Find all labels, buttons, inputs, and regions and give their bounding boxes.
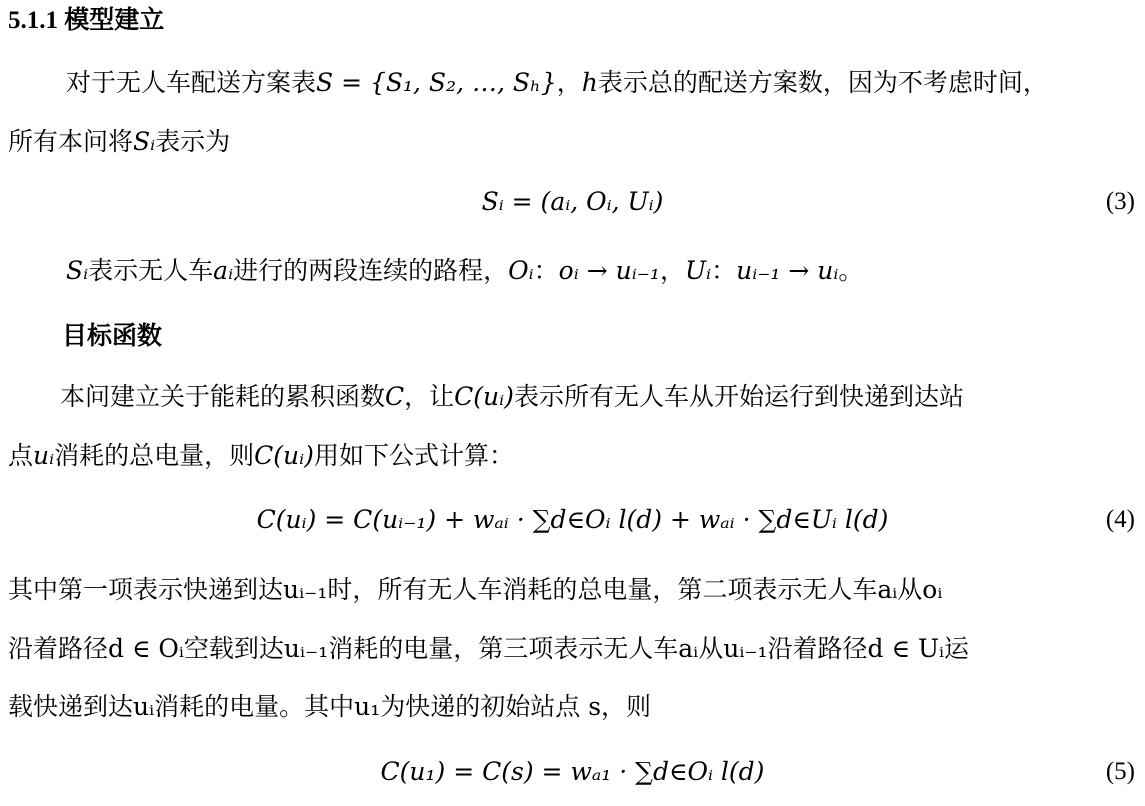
paragraph-4-line-3: 载快递到达uᵢ消耗的电量。其中u₁为快递的初始站点 s，则	[8, 692, 652, 721]
equation-3-number: (3)	[1105, 188, 1135, 215]
paragraph-1-line-2	[8, 125, 230, 159]
paragraph-3-line-2	[8, 439, 514, 473]
equation-3-formula: Sᵢ = (aᵢ, Oᵢ, Uᵢ)	[481, 187, 664, 216]
text-run: 表示总的配送方案数，因为不考虑时间，	[597, 68, 1048, 97]
equation-5-number: (5)	[1105, 758, 1135, 785]
set-expression: S = {S₁, S₂, …, Sₕ}	[316, 68, 557, 97]
text-run: 对于无人车配送方案表	[66, 68, 317, 97]
text-run: 表示所有无人车从开始运行到快递到达站	[513, 382, 964, 411]
text-run: 进行的两段连续的路程，	[233, 256, 509, 285]
math-ui: uᵢ	[33, 441, 55, 470]
text-run: ，	[659, 256, 685, 285]
text-run: 表示无人车	[88, 256, 214, 285]
paragraph-4-line-1: 其中第一项表示快递到达uᵢ₋₁时，所有无人车消耗的总电量，第二项表示无人车aᵢ从oᵢ	[8, 575, 943, 604]
equation-4-formula: C(uᵢ) = C(uᵢ₋₁) + wₐᵢ · ∑d∈Oᵢ l(d) + wₐᵢ · ∑d∈Uᵢ l(d)	[256, 505, 889, 534]
text-run: 消耗的总电量，则	[54, 441, 255, 470]
text-run: ：	[711, 256, 737, 285]
text-run: 。	[838, 256, 864, 285]
math-cu: C(uᵢ)	[254, 441, 314, 470]
math-si: Sᵢ	[133, 127, 156, 156]
text-run: 所有本问将	[8, 127, 134, 156]
equation-3	[0, 180, 1145, 224]
math-c: C	[385, 382, 405, 411]
math-ui-path: uᵢ₋₁ → uᵢ	[736, 256, 839, 285]
math-cu: C(uᵢ)	[454, 382, 514, 411]
math-oi-path: oᵢ → uᵢ₋₁	[558, 256, 660, 285]
subheading-objective: 目标函数	[62, 323, 163, 350]
text-run: 表示为	[155, 127, 231, 156]
math-ai: aᵢ	[213, 256, 234, 285]
math-si: Sᵢ	[66, 256, 89, 285]
text-run: ，让	[404, 382, 455, 411]
text-run: ，	[556, 68, 582, 97]
text-run: ：	[533, 256, 559, 285]
math-oi-label: Oᵢ	[508, 256, 534, 285]
text-run: 点	[8, 441, 34, 470]
equation-4	[0, 498, 1145, 542]
section-heading: 5.1.1 模型建立	[8, 7, 165, 34]
equation-5-formula: C(u₁) = C(s) = wₐ₁ · ∑d∈Oᵢ l(d)	[380, 757, 765, 786]
math-ui-label: Uᵢ	[684, 256, 712, 285]
paragraph-2	[66, 254, 863, 288]
equation-5	[0, 750, 1145, 794]
paragraph-4-line-2: 沿着路径d ∈ Oᵢ空载到达uᵢ₋₁消耗的电量，第三项表示无人车aᵢ从uᵢ₋₁沿着路径d ∈ Uᵢ运	[8, 634, 970, 663]
paragraph-3-line-1	[60, 380, 964, 414]
text-run: 用如下公式计算：	[313, 441, 514, 470]
text-run: 本问建立关于能耗的累积函数	[60, 382, 386, 411]
equation-4-number: (4)	[1105, 506, 1135, 533]
paragraph-1-line-1	[66, 66, 1048, 100]
math-h: h	[581, 68, 598, 97]
